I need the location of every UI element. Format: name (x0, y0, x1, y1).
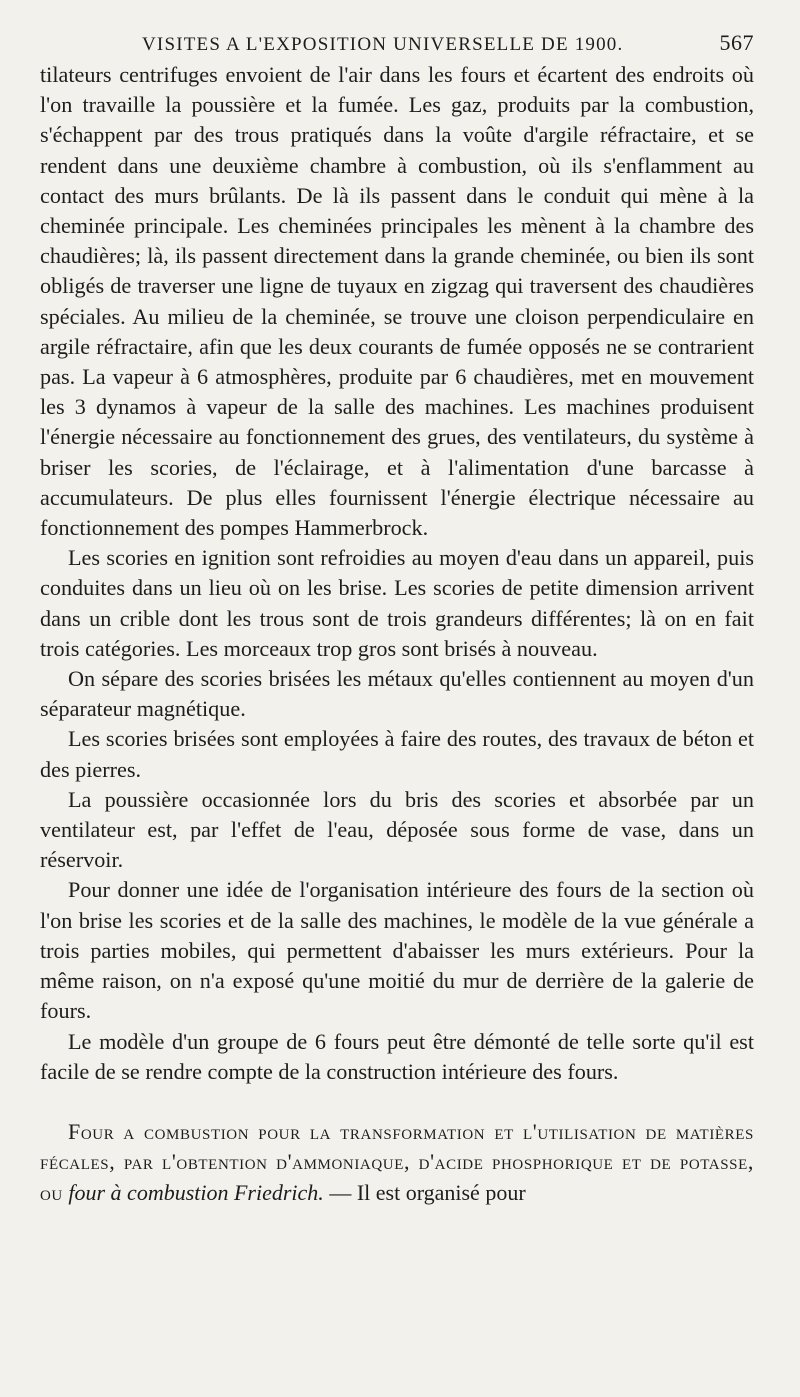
body-text (40, 60, 754, 1087)
paragraph: On sépare des scories brisées les métaux qu'elles contiennent au moyen d'un séparateur magnétique. (40, 666, 754, 722)
paragraph: Les scories brisées sont employées à faire des routes, des travaux de béton et des pierres. (40, 726, 754, 782)
section-heading: Four a combustion pour la transformation et l'utilisation de matières fécales, par l'obtention d'ammoniaque, d'acide phosphorique et de potasse, ou (40, 1118, 754, 1205)
section-intro (40, 1117, 754, 1209)
running-header (142, 30, 754, 56)
paragraph: tilateurs centrifuges envoient de l'air dans les fours et écartent des endroits où l'on travaille la poussière et la fumée. Les gaz, produits par la combustion, s'échappent par des trous pratiqués dans la voûte d'argile réfractaire, et se rendent dans une deuxième chambre à combustion, où ils s'enflamment au contact des murs brûlants. De là ils passent dans le conduit qui mène à la cheminée principale. Les cheminées principales les mènent à la chambre des chaudières; là, ils passent directement dans la grande cheminée, ou bien ils sont obligés de traverser une ligne de tuyaux en zigzag qui traversent des chaudières spéciales. Au milieu de la cheminée, se trouve une cloison perpendiculaire en argile réfractaire, afin que les deux courants de fumée opposés ne se contrarient pas. La vapeur à 6 atmosphères, produite par 6 chaudières, met en mouvement les 3 dynamos à vapeur de la salle des machines. Les machines produisent l'énergie nécessaire au fonctionnement des grues, des ventilateurs, du système à briser les scories, de l'éclairage, et à l'alimentation d'une barcasse à accumulateurs. De plus elles fournissent l'énergie électrique nécessaire au fonctionnement des pompes Hammerbrock. (40, 62, 754, 541)
paragraph: Le modèle d'un groupe de 6 fours peut être démonté de telle sorte qu'il est facile de se rendre compte de la construction intérieure des fours. (40, 1028, 754, 1084)
section-italic-name: four à combustion Friedrich. (68, 1179, 324, 1205)
section-paragraph (40, 1117, 754, 1209)
page-number: 567 (719, 30, 754, 55)
section-continuation: — Il est organisé pour (329, 1179, 526, 1205)
paragraph: Pour donner une idée de l'organisation intérieure des fours de la section où l'on brise les scories et de la salle des machines, le modèle de la vue générale a trois parties mobiles, qui permettent d'abaisser les murs extérieurs. Pour la même raison, on n'a exposé qu'une moitié du mur de derrière de la galerie de fours. (40, 877, 754, 1024)
paragraph: Les scories en ignition sont refroidies au moyen d'eau dans un appareil, puis conduites dans un lieu où on les brise. Les scories de petite dimension arrivent dans un crible dont les trous sont de trois grandeurs différentes; là on en fait trois catégories. Les morceaux trop gros sont brisés à nouveau. (40, 545, 754, 661)
paragraph: La poussière occasionnée lors du bris des scories et absorbée par un ventilateur est, par l'effet de l'eau, déposée sous forme de vase, dans un réservoir. (40, 786, 754, 873)
running-title: VISITES A L'EXPOSITION UNIVERSELLE DE 1900. (142, 34, 624, 55)
